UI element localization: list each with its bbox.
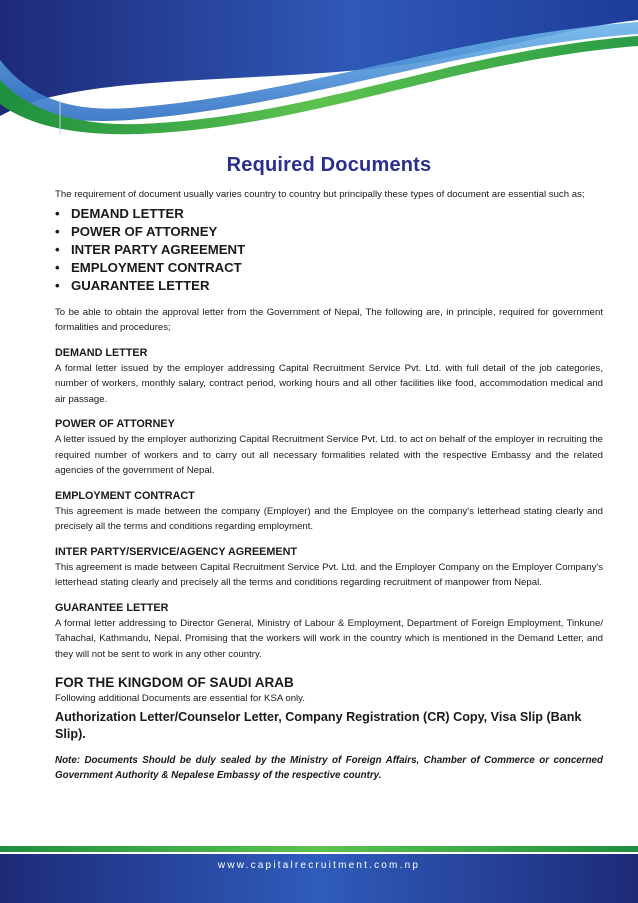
section-heading: INTER PARTY/SERVICE/AGENCY AGREEMENT	[55, 545, 297, 558]
ksa-heading: FOR THE KINGDOM OF SAUDI ARAB	[55, 675, 294, 690]
section-heading: DEMAND LETTER	[55, 346, 148, 359]
bullet-icon: •	[55, 223, 60, 239]
section-body: This agreement is made between Capital Recruitment Service Pvt. Ltd. and the Employer Company on the Employer Company's letterhead stating clearly and precisely all the terms and conditions regarding recruitment of manpower from Nepal.	[55, 561, 603, 588]
list-item: • EMPLOYMENT CONTRACT	[55, 259, 242, 275]
section-body: A formal letter issued by the employer addressing Capital Recruitment Service Pvt. Ltd. with full detail of the job categories, number of workers, monthly salary, contract period, working hours and all other facilities like food, accommodation medical and air passage.	[55, 362, 603, 405]
section-power-of-attorney	[55, 417, 603, 479]
section-agency-agreement	[55, 545, 603, 591]
section-heading: GUARANTEE LETTER	[55, 601, 169, 614]
ksa-documents: Authorization Letter/Counselor Letter, Company Registration (CR) Copy, Visa Slip (Bank Slip).	[55, 709, 582, 741]
bullet-icon: •	[55, 277, 60, 293]
bullet-icon: •	[55, 259, 60, 275]
header-wave-graphic	[0, 0, 638, 135]
section-guarantee-letter	[55, 601, 603, 663]
intro-paragraph: The requirement of document usually varies country to country but principally these types of document are essential such as;	[55, 189, 585, 200]
ksa-subtext: Following additional Documents are essential for KSA only.	[55, 693, 305, 704]
approval-paragraph: To be able to obtain the approval letter from the Government of Nepal, The following are, in principle, required for government formalities and procedures;	[55, 306, 603, 333]
required-documents-list	[55, 205, 603, 295]
page-title: Required Documents	[226, 154, 432, 176]
list-item: • DEMAND LETTER	[55, 205, 184, 221]
section-body: A formal letter addressing to Director General, Ministry of Labour & Employment, Department of Foreign Employment, Tinkune/ Tahachal, Kathmandu, Nepal. Promising that the workers will work in the country which is mentioned in the Demand Letter, and they will not be sent to work in any other country.	[55, 617, 603, 660]
website-link[interactable]: www.capitalrecruitment.com.np	[217, 860, 421, 871]
document-content	[55, 150, 603, 784]
section-heading: EMPLOYMENT CONTRACT	[55, 489, 195, 502]
section-demand-letter	[55, 346, 603, 408]
section-body: This agreement is made between the company (Employer) and the Employee on the company's letterhead stating clearly and precisely all the terms and conditions regarding employment.	[55, 505, 603, 532]
note-text: Note: Documents Should be duly sealed by the Ministry of Foreign Affairs, Chamber of Commerce or concerned Government Authority & Nepalese Embassy of the respective country.	[55, 754, 603, 781]
list-item: • GUARANTEE LETTER	[55, 277, 210, 293]
section-body: A letter issued by the employer authorizing Capital Recruitment Service Pvt. Ltd. to act on behalf of the employer in recruiting the required number of workers and to carry out all necessary formalities related with the respective Embassy and the related agencies of the government of Nepal.	[55, 434, 603, 476]
section-employment-contract	[55, 489, 603, 535]
bullet-icon: •	[55, 241, 60, 257]
bullet-icon: •	[55, 205, 60, 221]
footer-band	[0, 842, 638, 903]
list-item: • POWER OF ATTORNEY	[55, 223, 218, 239]
section-heading: POWER OF ATTORNEY	[55, 418, 175, 430]
list-item: • INTER PARTY AGREEMENT	[55, 241, 246, 257]
